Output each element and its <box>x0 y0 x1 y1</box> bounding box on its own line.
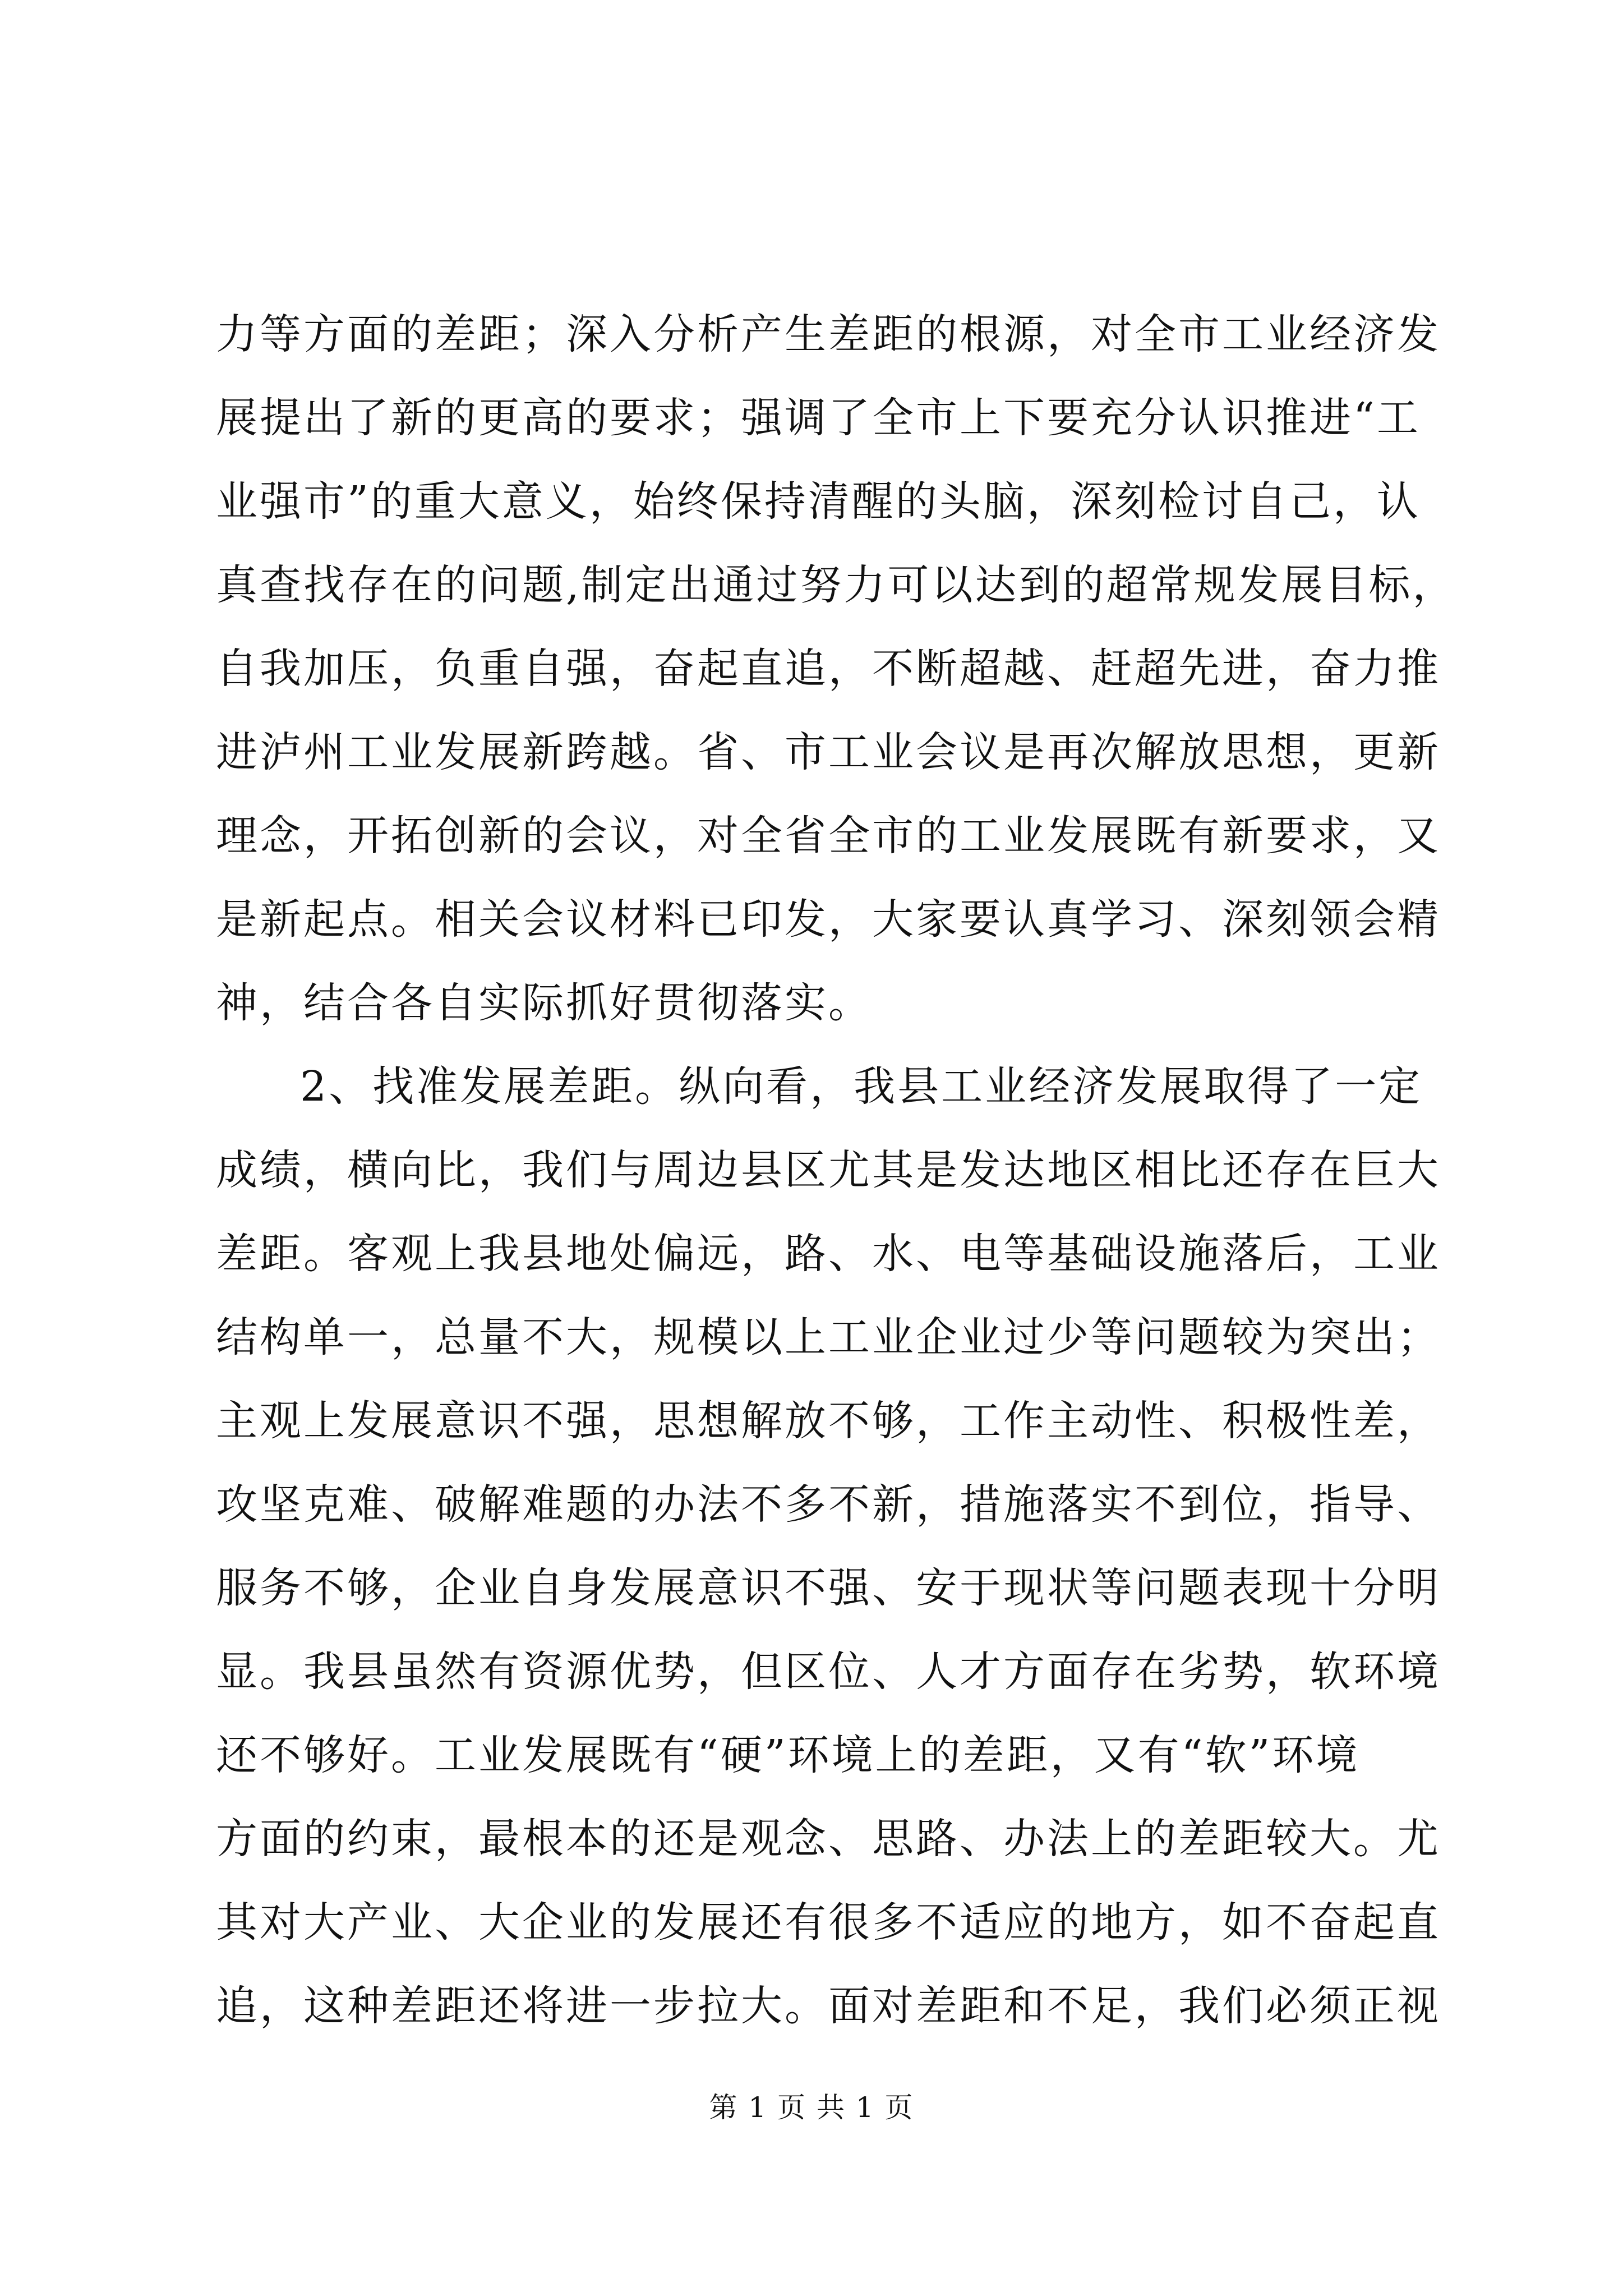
paragraph-line: 结构单一，总量不大，规模以上工业企业过少等问题较为突出； <box>216 1313 1441 1361</box>
paragraph-line: 是新起点。相关会议材料已印发，大家要认真学习、深刻领会精 <box>216 895 1441 944</box>
paragraph-line: 成绩，横向比，我们与周边县区尤其是发达地区相比还存在巨大 <box>216 1146 1441 1194</box>
paragraph-line: 显。我县虽然有资源优势，但区位、人才方面存在劣势，软环境 <box>216 1648 1441 1696</box>
paragraph-line: 真查找存在的问题,制定出通过努力可以达到的超常规发展目标， <box>216 561 1456 609</box>
paragraph-line: 攻坚克难、破解难题的办法不多不新，措施落实不到位，指导、 <box>216 1480 1441 1529</box>
paragraph-line: 力等方面的差距；深入分析产生差距的根源，对全市工业经济发 <box>216 310 1441 358</box>
page-number-footer: 第 1 页 共 1 页 <box>709 2091 914 2124</box>
paragraph-line: 神，结合各自实际抓好贯彻落实。 <box>216 979 872 1027</box>
paragraph-line: 方面的约束，最根本的还是观念、思路、办法上的差距较大。尤 <box>216 1815 1441 1863</box>
paragraph-2 <box>216 1045 1441 2048</box>
paragraph-line: 还不够好。工业发展既有“硬”环境上的差距，又有“软”环境 <box>216 1731 1360 1779</box>
paragraph-line: 追，这种差距还将进一步拉大。面对差距和不足，我们必须正视 <box>216 1982 1441 2030</box>
paragraph-line: 理念，开拓创新的会议，对全省全市的工业发展既有新要求，又 <box>216 812 1441 860</box>
paragraph-line: 自我加压，负重自强，奋起直追，不断超越、赶超先进，奋力推 <box>216 645 1441 693</box>
paragraph-line: 主观上发展意识不强，思想解放不够，工作主动性、积极性差， <box>216 1397 1441 1445</box>
document-body <box>216 293 1456 2048</box>
paragraph-line: 2、找准发展差距。纵向看，我县工业经济发展取得了一定 <box>300 1062 1423 1111</box>
paragraph-1 <box>216 293 1456 1045</box>
paragraph-line: 差距。客观上我县地处偏远，路、水、电等基础设施落后，工业 <box>216 1230 1441 1278</box>
paragraph-line: 其对大产业、大企业的发展还有很多不适应的地方，如不奋起直 <box>216 1898 1441 1947</box>
paragraph-line: 服务不够，企业自身发展意识不强、安于现状等问题表现十分明 <box>216 1564 1441 1612</box>
paragraph-line: 展提出了新的更高的要求；强调了全市上下要充分认识推进“工 <box>216 394 1421 442</box>
paragraph-line: 进泸州工业发展新跨越。省、市工业会议是再次解放思想，更新 <box>216 728 1441 776</box>
paragraph-line: 业强市”的重大意义，始终保持清醒的头脑，深刻检讨自己，认 <box>216 477 1421 526</box>
